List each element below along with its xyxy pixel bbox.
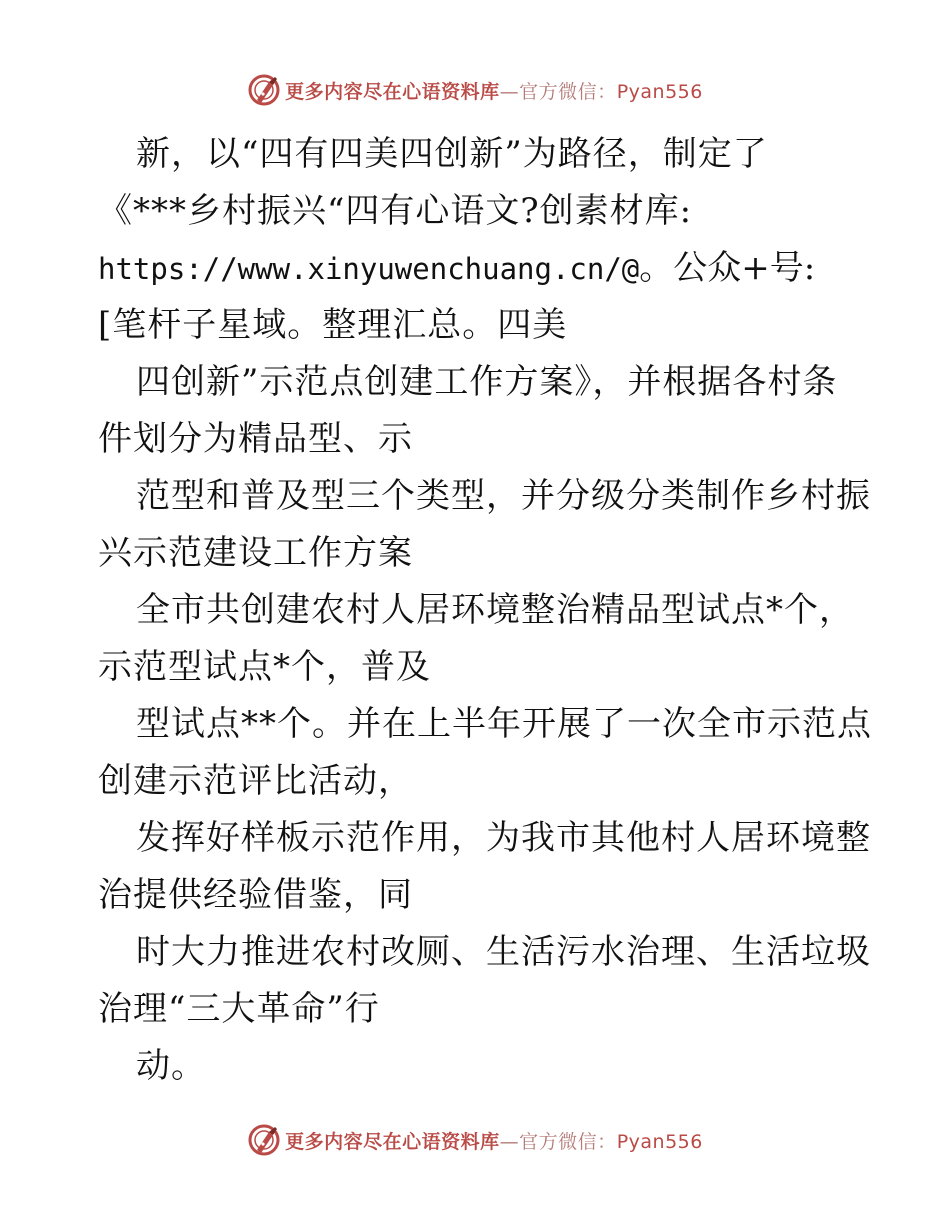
body-line-url	[98, 240, 898, 297]
watermark-title: 更多内容尽在心语资料库	[285, 1130, 500, 1153]
body-line: 创建示范评比活动，	[98, 761, 413, 801]
document-body	[98, 126, 898, 1095]
body-line: 时大力推进农村改厕、生活污水治理、生活垃圾	[136, 932, 871, 972]
url-suffix-text: 。公众+号:	[639, 248, 816, 288]
body-line: 《***乡村振兴“四有心语文?创素材库:	[98, 191, 693, 231]
body-line: 治提供经验借鉴，同	[98, 875, 413, 915]
body-line: 示范型试点*个，普及	[98, 647, 431, 687]
watermark-wechat-label: —官方微信：	[499, 80, 617, 103]
body-line: 全市共创建农村人居环境整治精品型试点*个，	[136, 590, 854, 630]
body-line: 件划分为精品型、示	[98, 419, 413, 459]
pen-nib-logo-icon	[247, 73, 281, 107]
body-line: 动。	[136, 1046, 206, 1086]
watermark-text	[285, 1127, 703, 1154]
watermark-text	[285, 77, 703, 104]
body-line: 范型和普及型三个类型，并分级分类制作乡村振	[136, 476, 871, 516]
resource-url-text: https://www.xinyuwenchuang.cn/@	[98, 252, 640, 286]
body-line: 四创新”示范点创建工作方案》，并根据各村条	[136, 362, 838, 402]
header-watermark-banner	[0, 70, 950, 110]
watermark-wechat-id: Pyan556	[616, 80, 703, 103]
body-line: 兴示范建设工作方案	[98, 533, 413, 573]
body-line: [笔杆子星域。整理汇总。四美	[98, 305, 568, 345]
pen-nib-logo-icon	[247, 1123, 281, 1157]
watermark-title: 更多内容尽在心语资料库	[285, 80, 500, 103]
body-line: 新，以“四有四美四创新”为路径，制定了	[136, 134, 768, 174]
body-line: 治理“三大革命”行	[98, 989, 380, 1029]
body-line: 发挥好样板示范作用，为我市其他村人居环境整	[136, 818, 871, 858]
watermark-wechat-id: Pyan556	[616, 1130, 703, 1153]
body-line: 型试点**个。并在上半年开展了一次全市示范点	[136, 704, 872, 744]
footer-watermark-banner	[0, 1120, 950, 1160]
watermark-wechat-label: —官方微信：	[499, 1130, 617, 1153]
